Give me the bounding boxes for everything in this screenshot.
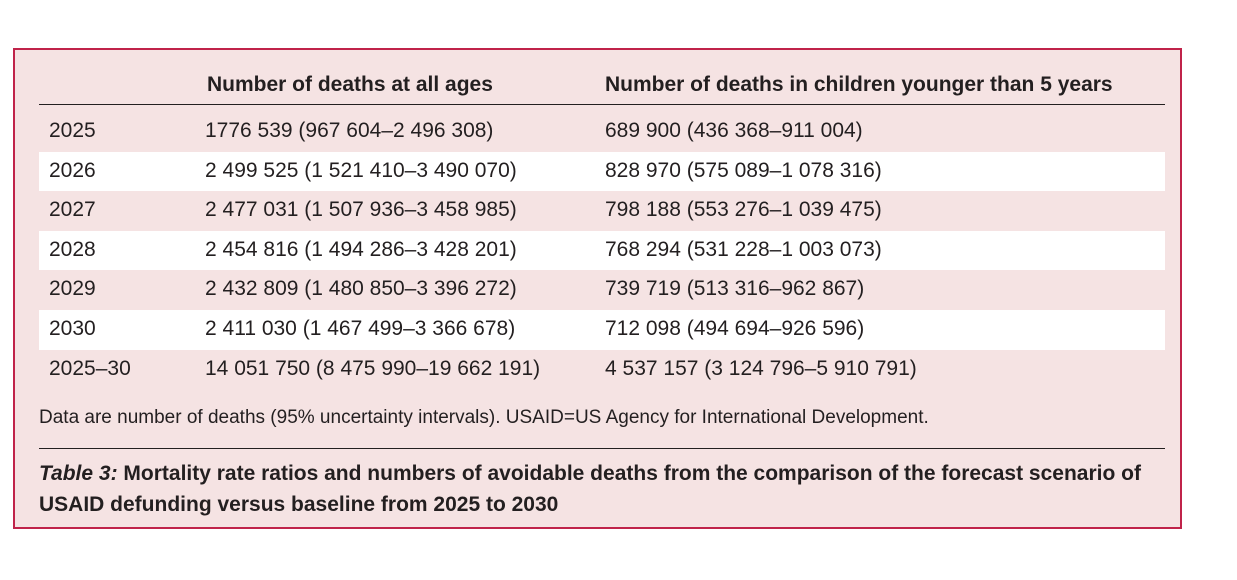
table-body (39, 112, 1165, 389)
cell-under5: 828 970 (575 089–1 078 316) (605, 158, 882, 182)
cell-under5: 4 537 157 (3 124 796–5 910 791) (605, 356, 917, 380)
cell-all-ages: 1776 539 (967 604–2 496 308) (205, 119, 494, 142)
cell-year: 2025 (49, 119, 96, 142)
cell-year: 2030 (49, 316, 96, 340)
table-row (39, 191, 1165, 231)
table-caption (39, 458, 1159, 520)
column-header-all-ages: Number of deaths at all ages (207, 73, 493, 96)
cell-under5: 739 719 (513 316–962 867) (605, 277, 865, 301)
table-row (39, 231, 1165, 271)
cell-all-ages: 2 411 030 (1 467 499–3 366 678) (205, 316, 516, 340)
cell-year: 2029 (49, 277, 96, 301)
caption-label: Table 3: (39, 462, 118, 485)
cell-year: 2028 (49, 237, 96, 261)
column-header-under5: Number of deaths in children younger than 5 years (605, 73, 1113, 96)
cell-all-ages: 2 454 816 (1 494 286–3 428 201) (205, 237, 517, 261)
cell-all-ages: 2 477 031 (1 507 936–3 458 985) (205, 198, 517, 222)
cell-all-ages: 14 051 750 (8 475 990–19 662 191) (205, 356, 541, 380)
table-header (39, 69, 1165, 105)
cell-year: 2027 (49, 198, 96, 222)
cell-under5: 712 098 (494 694–926 596) (605, 316, 865, 340)
cell-all-ages: 2 499 525 (1 521 410–3 490 070) (205, 158, 517, 182)
caption-divider (39, 448, 1165, 449)
cell-year: 2025–30 (49, 356, 131, 380)
cell-under5: 798 188 (553 276–1 039 475) (605, 198, 882, 222)
cell-year: 2026 (49, 158, 96, 182)
table-row (39, 270, 1165, 310)
table-footnote: Data are number of deaths (95% uncertainty intervals). USAID=US Agency for International Development. (39, 407, 929, 428)
table-row (39, 152, 1165, 192)
table-panel (13, 48, 1182, 529)
cell-under5: 768 294 (531 228–1 003 073) (605, 237, 882, 261)
caption-text: Mortality rate ratios and numbers of avoidable deaths from the comparison of the forecast scenario of USAID defunding versus baseline from 2025 to 2030 (39, 462, 1141, 516)
table-row-total (39, 350, 1165, 390)
cell-all-ages: 2 432 809 (1 480 850–3 396 272) (205, 277, 517, 301)
cell-under5: 689 900 (436 368–911 004) (605, 119, 863, 142)
table-row (39, 112, 1165, 152)
table-row (39, 310, 1165, 350)
